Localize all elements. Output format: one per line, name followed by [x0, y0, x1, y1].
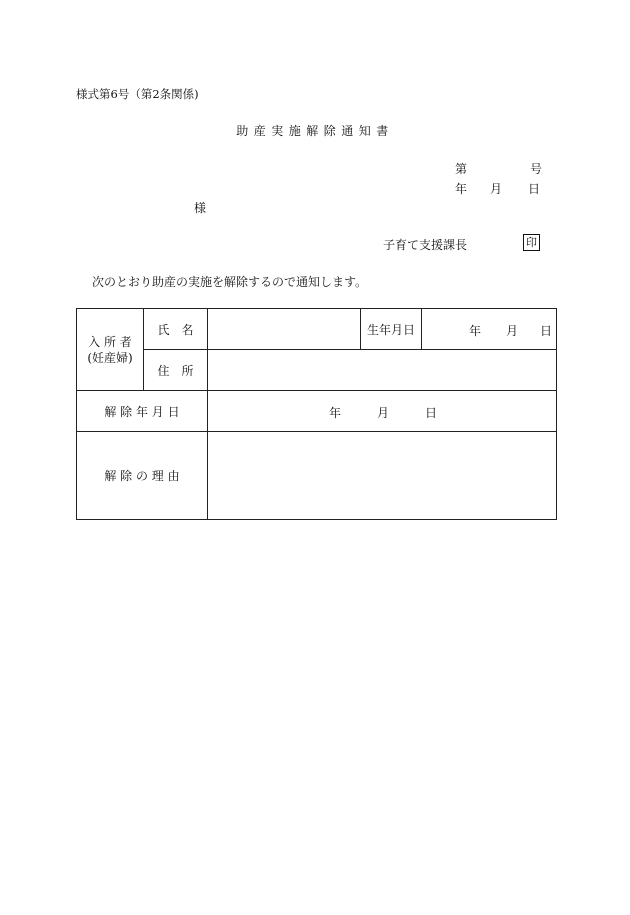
issuer-title: 子育て支援課長	[383, 238, 468, 252]
issue-date-month: 月	[490, 182, 503, 196]
release-reason-label: 解 除 の 理 由	[104, 469, 180, 483]
issue-date-day: 日	[528, 182, 541, 196]
birthdate-label-cell	[361, 309, 422, 350]
address-field[interactable]	[208, 350, 557, 391]
table-row-name	[77, 309, 557, 350]
release-date-month: 月	[377, 406, 390, 420]
birthdate-field[interactable]	[422, 309, 557, 350]
table-row-address	[77, 350, 557, 391]
admittee-label-cell	[77, 309, 144, 391]
name-field[interactable]	[208, 309, 361, 350]
birthdate-day: 日	[540, 324, 553, 338]
birthdate-month: 月	[506, 324, 519, 338]
notification-table	[76, 308, 557, 520]
admittee-label: 入 所 者	[88, 334, 132, 349]
document-number-prefix: 第	[455, 162, 468, 176]
birthdate-year: 年	[469, 324, 482, 338]
table-row-release-reason	[77, 432, 557, 520]
document-title: 助産実施解除通知書	[236, 124, 394, 138]
intro-text: 次のとおり助産の実施を解除するので通知します。	[92, 275, 368, 289]
release-date-label-cell	[77, 391, 208, 432]
release-date-year: 年	[329, 406, 342, 420]
seal-stamp: 印	[523, 234, 540, 251]
form-number: 様式第6号（第2条関係)	[76, 87, 199, 101]
release-reason-field[interactable]	[208, 432, 557, 520]
address-label-cell	[144, 350, 208, 391]
admittee-sublabel: (妊産婦)	[87, 350, 133, 365]
document-number-suffix: 号	[530, 162, 543, 176]
release-date-field[interactable]	[208, 391, 557, 432]
birthdate-label: 生年月日	[366, 322, 415, 337]
table-row-release-date	[77, 391, 557, 432]
release-reason-label-cell	[77, 432, 208, 520]
release-date-label: 解 除 年 月 日	[104, 404, 180, 419]
issue-date-year: 年	[455, 182, 468, 196]
name-label-cell	[144, 309, 208, 350]
address-label: 住 所	[157, 363, 194, 378]
release-date-day: 日	[425, 406, 438, 420]
name-label: 氏 名	[157, 322, 194, 337]
addressee-honorific: 様	[194, 201, 207, 215]
